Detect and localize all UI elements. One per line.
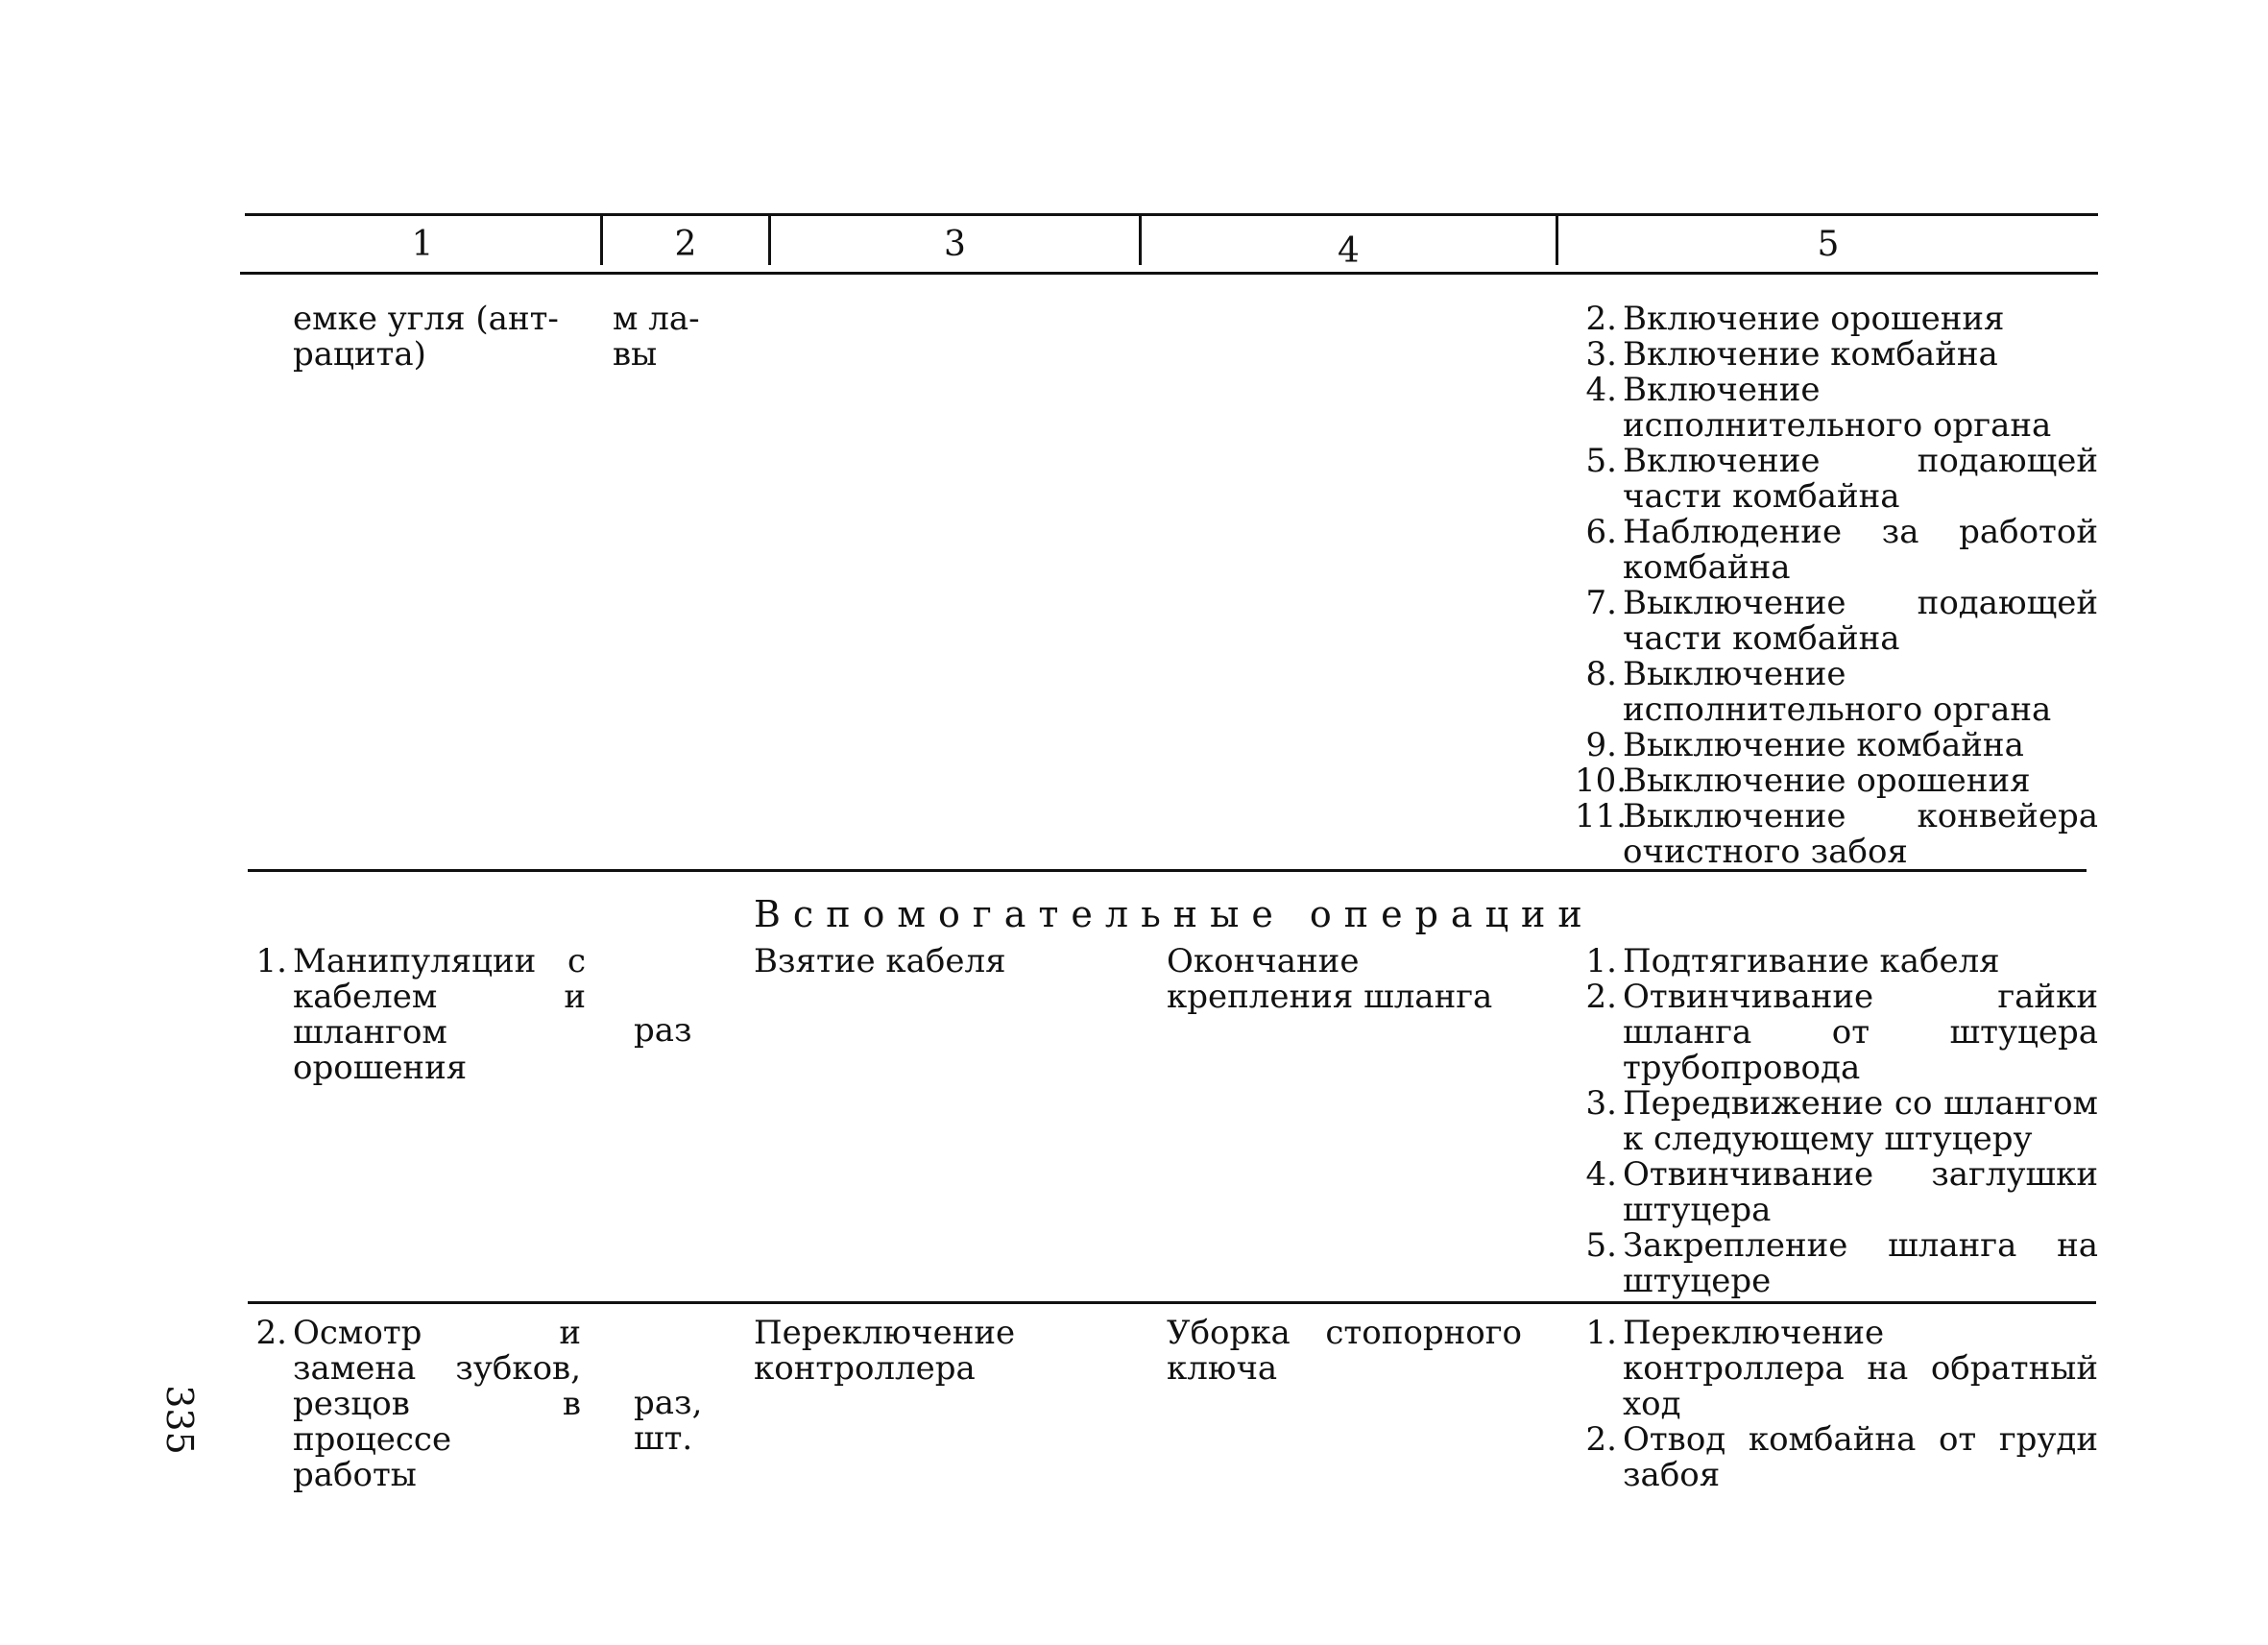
work-name: Осмотр и замена зубков, резцов в процессе работы — [293, 1314, 581, 1494]
step-text: Выключение орошения — [1623, 762, 2031, 800]
column-header-5: 5 — [1817, 225, 1840, 264]
unit: раз — [634, 1011, 692, 1050]
list-item — [1575, 728, 2098, 763]
step-text: Выключение подающей части комбайна — [1623, 584, 2098, 658]
unit: раз, шт. — [634, 1384, 703, 1458]
list-item — [1575, 763, 2098, 799]
row-2-steps-list — [1575, 1316, 2098, 1493]
step-number: 1. — [1585, 942, 1617, 980]
list-item — [1575, 1422, 2098, 1493]
column-header-2: 2 — [674, 225, 697, 264]
step-number: 9. — [1585, 726, 1617, 764]
step-number: 4. — [1585, 1155, 1617, 1194]
list-item — [1575, 373, 2098, 444]
step-number: 10. — [1575, 762, 1628, 800]
step-number: 8. — [1585, 655, 1617, 693]
start-element: Переключение контроллера — [754, 1314, 1016, 1388]
step-text: Подтягивание кабеля — [1623, 942, 2000, 980]
list-item — [1575, 1086, 2098, 1157]
section-rule-1 — [248, 869, 2087, 872]
step-text: Наблюдение за работой комбайна — [1623, 513, 2098, 587]
list-item — [1575, 1228, 2098, 1299]
continued-steps-list — [1575, 302, 2098, 870]
step-number: 5. — [1585, 442, 1617, 480]
step-number: 5. — [1585, 1226, 1617, 1265]
end-element: Уборка стопорного ключа — [1167, 1314, 1522, 1388]
step-number: 3. — [1585, 1084, 1617, 1123]
page-number: 335 — [157, 1385, 201, 1455]
step-number: 11. — [1575, 797, 1628, 835]
column-header-4: 4 — [1338, 231, 1360, 271]
step-text: Закрепление шланга на штуцере — [1623, 1226, 2098, 1300]
work-name: Манипуляции с кабелем и шлангом орошения — [293, 942, 586, 1087]
list-item — [1575, 302, 2098, 337]
step-text: Переключение контроллера на обратный ход — [1623, 1314, 2098, 1423]
step-number: 2. — [1585, 1420, 1617, 1459]
step-text: Включение орошения — [1623, 300, 2005, 338]
step-text: Включение комбайна — [1623, 335, 1998, 374]
list-item — [1575, 337, 2098, 373]
header-bottom-rule — [240, 272, 2098, 275]
continued-unit: м ла- вы — [613, 300, 700, 374]
list-item — [1575, 1157, 2098, 1228]
section-title: Вспомогательные операции — [754, 893, 1595, 935]
list-item — [1575, 444, 2098, 515]
step-text: Отвинчивание заглушки штуцера — [1623, 1155, 2098, 1229]
end-element: Окончание крепления шланга — [1167, 942, 1493, 1016]
step-number: 7. — [1585, 584, 1617, 622]
step-text: Включение подающей части комбайна — [1623, 442, 2098, 516]
step-number: 6. — [1585, 513, 1617, 551]
row-separator — [248, 1301, 2096, 1304]
list-item — [1575, 799, 2098, 870]
step-number: 1. — [1585, 1314, 1617, 1352]
column-header-1: 1 — [411, 225, 434, 264]
list-item — [1575, 944, 2098, 980]
step-number: 2. — [1585, 300, 1617, 338]
row-number: 1. — [255, 942, 287, 980]
step-number: 4. — [1585, 371, 1617, 409]
list-item — [1575, 515, 2098, 586]
step-text: Отвинчивание гайки шланга от штуцера трубопровода — [1623, 978, 2098, 1087]
step-number: 2. — [1585, 978, 1617, 1016]
list-item — [1575, 1316, 2098, 1422]
list-item — [1575, 586, 2098, 657]
step-text: Выключение конвейера очистного забоя — [1623, 797, 2098, 871]
continued-work-name: емке угля (ант- рацита) — [293, 300, 559, 374]
start-element: Взятие кабеля — [754, 942, 1006, 980]
step-text: Выключение исполнительного органа — [1623, 655, 2052, 729]
row-1-steps-list — [1575, 944, 2098, 1299]
list-item — [1575, 980, 2098, 1086]
table-top-rule — [245, 213, 2098, 216]
step-number: 3. — [1585, 335, 1617, 374]
list-item — [1575, 657, 2098, 728]
step-text: Включение исполнительного органа — [1623, 371, 2052, 445]
step-text: Выключение комбайна — [1623, 726, 2024, 764]
row-number: 2. — [255, 1314, 287, 1352]
step-text: Отвод комбайна от груди забоя — [1623, 1420, 2098, 1494]
step-text: Передвижение со шлангом к следующему штуцеру — [1623, 1084, 2098, 1158]
column-header-3: 3 — [944, 225, 966, 264]
